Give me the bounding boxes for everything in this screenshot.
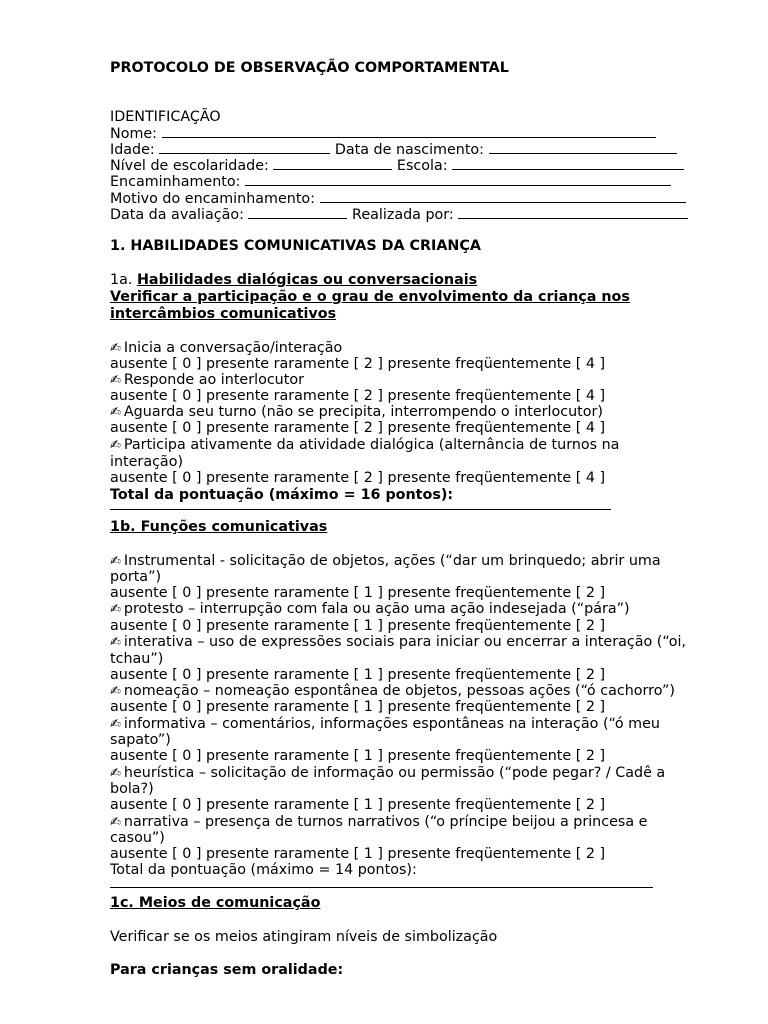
pen-bullet-icon: ✍ <box>110 635 121 650</box>
idade-label: Idade: <box>110 142 155 158</box>
list-item <box>110 683 675 700</box>
list-item <box>110 634 686 651</box>
item-label: narrativa – presença de turnos narrativos (“o príncipe beijou a princesa e <box>123 814 648 830</box>
motivo-blank <box>320 190 686 203</box>
pen-bullet-icon: ✍ <box>110 554 121 569</box>
avaliacao-row <box>110 206 688 223</box>
pen-bullet-icon: ✍ <box>110 717 121 732</box>
item-label-continued: bola?) <box>110 781 154 797</box>
motivo-row <box>110 190 686 207</box>
total-answer-line <box>110 887 653 888</box>
nome-row <box>110 125 656 142</box>
item-label: nomeação – nomeação espontânea de objetos, pessoas ações (“ó cachorro”) <box>123 683 675 699</box>
idade-blank <box>159 141 330 154</box>
pen-bullet-icon: ✍ <box>110 815 121 830</box>
item-scale: ausente [ 0 ] presente raramente [ 2 ] presente freqüentemente [ 4 ] <box>110 470 606 486</box>
nome-blank <box>162 125 656 138</box>
section-1a-subtitle-1: Verificar a participação e o grau de envolvimento da criança nos <box>110 289 630 305</box>
item-scale: ausente [ 0 ] presente raramente [ 1 ] presente freqüentemente [ 2 ] <box>110 618 606 634</box>
item-label: Inicia a conversação/interação <box>123 340 343 356</box>
idade-row <box>110 141 677 158</box>
section-1c-text: Verificar se os meios atingiram níveis de simbolização <box>110 929 498 945</box>
encaminhamento-blank <box>245 173 671 186</box>
item-label-continued: tchau”) <box>110 651 164 667</box>
item-scale: ausente [ 0 ] presente raramente [ 1 ] presente freqüentemente [ 2 ] <box>110 585 606 601</box>
section-1-heading: 1. HABILIDADES COMUNICATIVAS DA CRIANÇA <box>110 238 481 254</box>
motivo-label: Motivo do encaminhamento: <box>110 191 315 207</box>
list-item <box>110 340 342 357</box>
pen-bullet-icon: ✍ <box>110 602 121 617</box>
encaminhamento-row <box>110 173 671 190</box>
pen-bullet-icon: ✍ <box>110 405 121 420</box>
nivel-blank <box>273 157 392 170</box>
nivel-label: Nível de escolaridade: <box>110 158 269 174</box>
document-title: PROTOCOLO DE OBSERVAÇÃO COMPORTAMENTAL <box>110 60 509 76</box>
identification-heading: IDENTIFICAÇÃO <box>110 109 221 125</box>
data-nascimento-blank <box>489 141 677 154</box>
section-1a-title-text: Habilidades dialógicas ou conversacionais <box>136 272 478 288</box>
item-label: Participa ativamente da atividade dialógica (alternância de turnos na <box>123 437 620 453</box>
item-scale: ausente [ 0 ] presente raramente [ 2 ] presente freqüentemente [ 4 ] <box>110 388 606 404</box>
item-scale: ausente [ 0 ] presente raramente [ 1 ] presente freqüentemente [ 2 ] <box>110 846 606 862</box>
list-item <box>110 372 304 389</box>
list-item <box>110 601 630 618</box>
realizada-blank <box>458 206 688 219</box>
list-item <box>110 765 665 782</box>
pen-bullet-icon: ✍ <box>110 341 121 356</box>
item-label: informativa – comentários, informações espontâneas na interação (“ó meu <box>123 716 660 732</box>
item-scale: ausente [ 0 ] presente raramente [ 2 ] presente freqüentemente [ 4 ] <box>110 356 606 372</box>
list-item <box>110 716 660 733</box>
nome-label: Nome: <box>110 126 157 142</box>
item-label: Aguarda seu turno (não se precipita, interrompendo o interlocutor) <box>123 404 603 420</box>
list-item <box>110 814 647 831</box>
item-label: interativa – uso de expressões sociais para iniciar ou encerrar a interação (“oi, <box>123 634 686 650</box>
realizada-label: Realizada por: <box>352 207 454 223</box>
list-item <box>110 437 619 454</box>
section-1c-title: 1c. Meios de comunicação <box>110 895 321 911</box>
list-item <box>110 553 661 570</box>
section-1a-subtitle-2: intercâmbios comunicativos <box>110 306 337 322</box>
item-scale: ausente [ 0 ] presente raramente [ 1 ] presente freqüentemente [ 2 ] <box>110 748 606 764</box>
item-label: Responde ao interlocutor <box>123 372 304 388</box>
item-label-continued: casou”) <box>110 830 165 846</box>
section-1a-title <box>110 272 477 288</box>
section-1b-title: 1b. Funções comunicativas <box>110 519 328 535</box>
nivel-row <box>110 157 684 174</box>
data-avaliacao-blank <box>248 206 347 219</box>
item-scale: ausente [ 0 ] presente raramente [ 1 ] presente freqüentemente [ 2 ] <box>110 699 606 715</box>
item-scale: ausente [ 0 ] presente raramente [ 1 ] presente freqüentemente [ 2 ] <box>110 797 606 813</box>
section-1a-prefix: 1a. <box>110 272 137 288</box>
item-scale: ausente [ 0 ] presente raramente [ 2 ] presente freqüentemente [ 4 ] <box>110 420 606 436</box>
escola-label: Escola: <box>396 158 448 174</box>
total-answer-line <box>110 509 611 510</box>
section-1a-total: Total da pontuação (máximo = 16 pontos): <box>110 487 454 503</box>
item-label-continued: porta”) <box>110 569 162 585</box>
data-avaliacao-label: Data da avaliação: <box>110 207 244 223</box>
item-scale: ausente [ 0 ] presente raramente [ 1 ] presente freqüentemente [ 2 ] <box>110 667 606 683</box>
pen-bullet-icon: ✍ <box>110 438 121 453</box>
section-1c-subheading: Para crianças sem oralidade: <box>110 962 344 978</box>
data-nascimento-label: Data de nascimento: <box>334 142 484 158</box>
pen-bullet-icon: ✍ <box>110 373 121 388</box>
item-label-continued: interação) <box>110 454 184 470</box>
escola-blank <box>452 157 684 170</box>
encaminhamento-label: Encaminhamento: <box>110 174 241 190</box>
item-label-continued: sapato”) <box>110 732 171 748</box>
section-1b-total: Total da pontuação (máximo = 14 pontos): <box>110 862 417 878</box>
item-label: protesto – interrupção com fala ou ação uma ação indesejada (“pára”) <box>123 601 630 617</box>
pen-bullet-icon: ✍ <box>110 684 121 699</box>
pen-bullet-icon: ✍ <box>110 766 121 781</box>
item-label: heurística – solicitação de informação ou permissão (“pode pegar? / Cadê a <box>123 765 666 781</box>
item-label: Instrumental - solicitação de objetos, ações (“dar um brinquedo; abrir uma <box>123 553 661 569</box>
list-item <box>110 404 603 421</box>
